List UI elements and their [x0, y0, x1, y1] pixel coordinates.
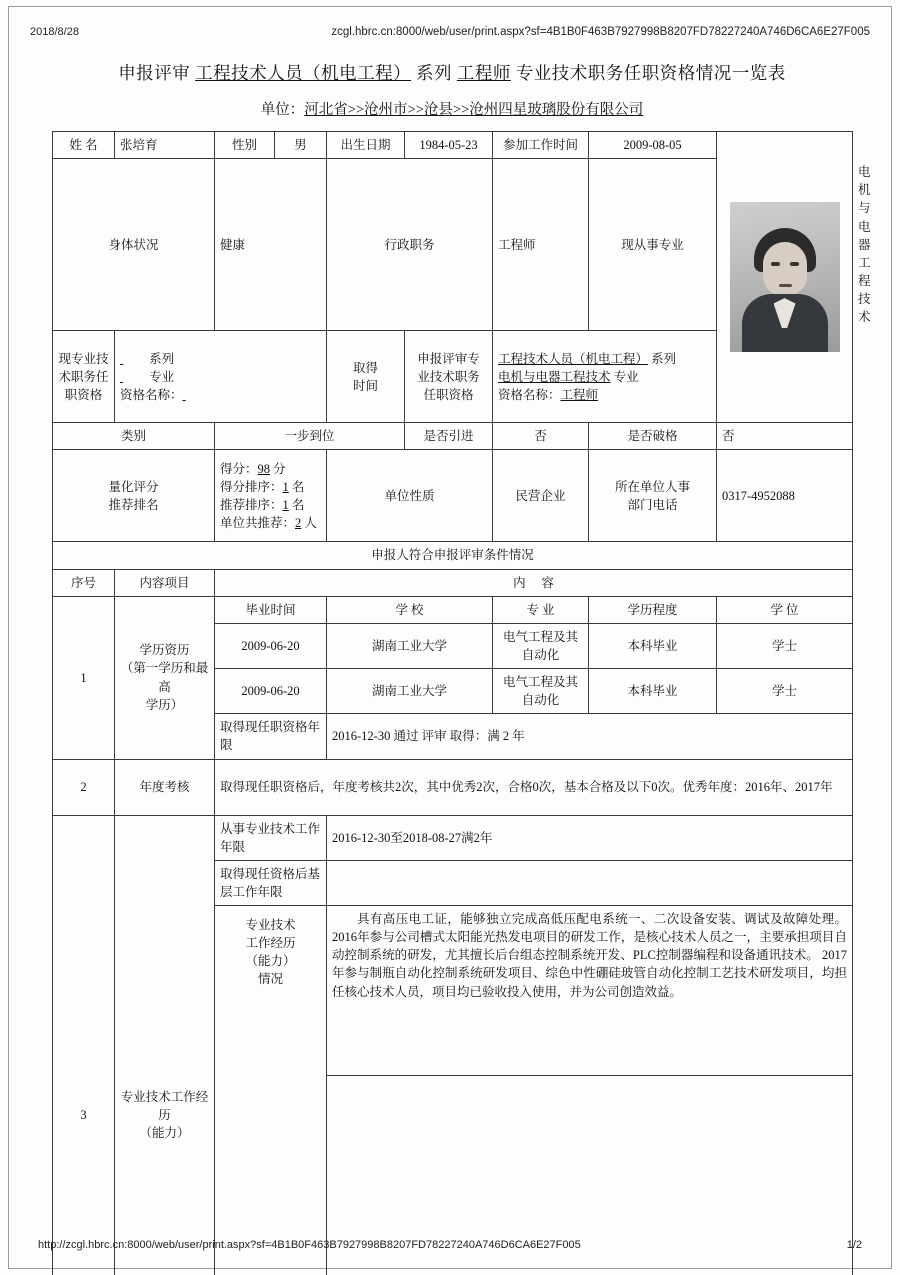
edu-2-major: 电气工程及其自动化 — [493, 669, 589, 714]
current-qual-major-text: 专业 — [149, 369, 175, 384]
exp-item-l1: 专业技术工作经历 — [120, 1089, 209, 1122]
score-line-2-unit: 名 — [291, 479, 305, 494]
table-row-section-title — [53, 542, 853, 569]
title-rank-value: 工程师 — [456, 63, 511, 83]
apply-qual-value — [493, 331, 717, 423]
avatar — [730, 202, 840, 352]
print-date: 2018/8/28 — [30, 26, 79, 38]
col-header-content-1: 内 — [513, 575, 526, 590]
exp-sub-label-l4: 情况 — [257, 972, 283, 987]
unit-nature-value: 民营企业 — [493, 450, 589, 542]
print-header — [0, 26, 900, 38]
apply-cert-line — [498, 386, 711, 404]
edu-1-school: 湖南工业大学 — [327, 623, 493, 668]
name-label: 姓 名 — [53, 132, 115, 159]
apply-qual-label-l1: 申报评审专 — [417, 351, 480, 366]
score-line-3 — [220, 496, 321, 514]
hr-phone-label-l1: 所在单位人事 — [614, 479, 690, 494]
apply-qual-label-l2: 业技术职务 — [417, 369, 480, 384]
current-qual-label-l2: 术职务任 — [58, 369, 109, 384]
hr-phone-label-l2: 部门电话 — [627, 497, 678, 512]
score-line-4-unit: 人 — [304, 516, 317, 530]
edu-1-major: 电气工程及其自动化 — [493, 623, 589, 668]
edu-item — [115, 596, 215, 759]
apply-major-value: 电机与电器工程技术 — [498, 369, 611, 384]
edu-2-level: 本科毕业 — [589, 669, 717, 714]
edu-col-level: 学历程度 — [589, 596, 717, 623]
exp-sub-label-l3: （能力） — [245, 954, 296, 969]
work-start-value: 2009-08-05 — [589, 132, 717, 159]
gender-label: 性别 — [215, 132, 275, 159]
apply-cert-label: 资格名称： — [498, 387, 561, 402]
edu-col-grad-time: 毕业时间 — [215, 596, 327, 623]
score-line-3-label: 推荐排序： — [220, 497, 283, 512]
apply-series-line — [498, 350, 711, 368]
table-row-category — [53, 423, 853, 450]
title-part-2: 系列 — [416, 63, 452, 83]
main-table — [52, 131, 871, 1275]
edu-2-degree: 学士 — [717, 669, 853, 714]
title-part-3: 专业技术职务任职资格情况一览表 — [515, 63, 786, 83]
unit-nature-label: 单位性质 — [327, 450, 493, 542]
print-footer — [0, 1239, 900, 1251]
unit-line — [52, 98, 852, 119]
apply-major-line — [498, 368, 711, 386]
print-url: zcgl.hbrc.cn:8000/web/user/print.aspx?sf=4B1B0F463B7927998B8207FD78227240A746D6CA6E27F005 — [331, 26, 870, 38]
admin-post-label: 行政职务 — [327, 159, 493, 331]
edu-1-degree: 学士 — [717, 623, 853, 668]
exp-text: 具有高压电工证，能够独立完成高低压配电系统一、二次设备安装、调试及故障处理。2016年参与公司槽式太阳能光热发电项目的研发工作，是核心技术人员之一，主要承担项目自动控制系统的研发，尤其擅长后台组态控制系统开发、PLC控制器编程和设备通讯技术。 2017年参与制瓶自动化控制系统研发项目、综色中性硼硅玻管自动化控制工艺技术研发项目，均担任核心技术人员，项目均已验收投入使用，并为公司创造效益。 — [327, 906, 853, 1076]
exp-grassroots-label: 取得现任资格后基层工作年限 — [215, 860, 327, 905]
score-line-3-unit: 名 — [291, 497, 305, 512]
photo-eye-left — [771, 262, 780, 266]
edu-seq: 1 — [53, 596, 115, 759]
apply-qual-label — [405, 331, 493, 423]
current-qual-label-l1: 现专业技 — [58, 351, 109, 366]
health-value: 健康 — [215, 159, 327, 331]
edu-item-l2: （第一学历和最高 — [120, 661, 209, 694]
edu-col-school: 学 校 — [327, 596, 493, 623]
obtain-time-label-l1: 取得 — [352, 360, 378, 375]
qual-years-value: 2016-12-30 通过 评审 取得：满 2 年 — [327, 714, 853, 759]
col-header-item: 内容项目 — [115, 569, 215, 596]
footer-url: http://zcgl.hbrc.cn:8000/web/user/print.aspx?sf=4B1B0F463B7927998B8207FD78227240A746D6CA6E27F005 — [38, 1239, 581, 1251]
table-row-basic-1 — [53, 132, 853, 159]
table-row-exp-workyears — [53, 815, 853, 860]
photo-mouth — [779, 284, 792, 287]
apply-series-text: 系列 — [651, 351, 677, 366]
exp-workyears-value: 2016-12-30至2018-08-27满2年 — [327, 815, 853, 860]
score-line-4 — [220, 514, 321, 532]
current-qual-value — [115, 331, 327, 423]
obtain-time-label-l2: 时间 — [352, 378, 378, 393]
current-qual-label-l3: 职资格 — [64, 387, 103, 402]
score-line-3-value: 1 — [282, 497, 289, 512]
score-line-2 — [220, 478, 321, 496]
annual-seq: 2 — [53, 759, 115, 815]
apply-qual-label-l3: 任职资格 — [423, 387, 474, 402]
apply-cert-value: 工程师 — [560, 387, 599, 402]
title-series-value: 工程技术人员（机电工程） — [195, 63, 412, 83]
gender-value: 男 — [275, 132, 327, 159]
work-start-label: 参加工作时间 — [493, 132, 589, 159]
title-part-1: 申报评审 — [118, 63, 191, 83]
edu-item-l3: 学历） — [145, 697, 184, 712]
table-row-head — [53, 569, 853, 596]
footer-page-number: 1/2 — [846, 1239, 862, 1251]
current-major-label: 现从事专业 — [589, 159, 717, 331]
current-qual-cert-line — [120, 386, 321, 404]
photo-face — [763, 242, 807, 296]
edu-1-level: 本科毕业 — [589, 623, 717, 668]
exp-workyears-label: 从事专业技术工作年限 — [215, 815, 327, 860]
document-content — [52, 48, 871, 1275]
apply-major-text: 专业 — [613, 369, 639, 384]
apply-series-value: 工程技术人员（机电工程） — [498, 351, 649, 366]
score-line-1-label: 得分： — [220, 461, 258, 476]
obtain-time-label — [327, 331, 405, 423]
exp-sub-label-l1: 专业技术 — [245, 918, 296, 932]
admin-post-value: 工程师 — [493, 159, 589, 331]
name-value: 张培育 — [115, 132, 215, 159]
health-label: 身体状况 — [53, 159, 215, 331]
current-qual-label — [53, 331, 115, 423]
col-header-content — [215, 569, 853, 596]
score-line-1-value: 98 — [257, 461, 271, 476]
edu-2-school: 湖南工业大学 — [327, 669, 493, 714]
edu-col-major: 专 业 — [493, 596, 589, 623]
score-line-2-label: 得分排序： — [220, 479, 283, 494]
exp-item — [115, 815, 215, 1275]
imported-value: 否 — [493, 423, 589, 450]
table-row-score — [53, 450, 853, 542]
annual-text: 取得现任职资格后，年度考核共2次，其中优秀2次，合格0次，基本合格及以下0次。优秀年度：2016年、2017年 — [215, 759, 853, 815]
col-header-content-2: 容 — [541, 575, 554, 590]
table-row-annual — [53, 759, 853, 815]
current-qual-major-line — [120, 368, 321, 386]
annual-item: 年度考核 — [115, 759, 215, 815]
edu-col-degree: 学 位 — [717, 596, 853, 623]
unit-value: 河北省>>沧州市>>沧县>>沧州四星玻璃股份有限公司 — [304, 102, 644, 118]
score-detail — [215, 450, 327, 542]
section-title: 申报人符合申报评审条件情况 — [53, 542, 853, 569]
unit-label: 单位： — [260, 102, 305, 118]
edu-1-grad-time: 2009-06-20 — [215, 623, 327, 668]
table-row-basic-2: 身体状况 健康 行政职务 工程师 现从事专业 电机与电器工程技术 — [53, 159, 853, 331]
birth-label: 出生日期 — [327, 132, 405, 159]
exp-sub-label-l2: 工作经历 — [245, 936, 296, 951]
col-header-seq: 序号 — [53, 569, 115, 596]
exp-grassroots-value — [327, 860, 853, 905]
score-line-4-value: 2 — [295, 516, 302, 530]
edu-2-grad-time: 2009-06-20 — [215, 669, 327, 714]
current-qual-series-line — [120, 350, 321, 368]
edu-item-l1: 学历资历 — [139, 643, 190, 658]
exception-label: 是否破格 — [589, 423, 717, 450]
category-label: 类别 — [53, 423, 215, 450]
birth-value: 1984-05-23 — [405, 132, 493, 159]
table-row-edu-head — [53, 596, 853, 623]
category-value: 一步到位 — [215, 423, 405, 450]
score-line-1 — [220, 460, 321, 478]
score-line-1-unit: 分 — [273, 461, 286, 476]
exp-seq: 3 — [53, 815, 115, 1275]
score-label-l2: 推荐排名 — [108, 497, 159, 512]
applicant-photo-cell — [717, 132, 853, 423]
exp-sub-label — [215, 906, 327, 1275]
current-qual-cert-label: 资格名称： — [120, 387, 183, 402]
page-title — [52, 60, 852, 85]
hr-phone-label — [589, 450, 717, 542]
score-line-2-value: 1 — [282, 479, 289, 494]
photo-eye-right — [790, 262, 799, 266]
hr-phone-value: 0317-4952088 — [717, 450, 853, 542]
score-line-4-label: 单位共推荐： — [220, 516, 296, 530]
exception-value: 否 — [717, 423, 853, 450]
score-label — [53, 450, 215, 542]
current-qual-series-text: 系列 — [149, 351, 175, 366]
imported-label: 是否引进 — [405, 423, 493, 450]
qual-years-label: 取得现任职资格年限 — [215, 714, 327, 759]
score-label-l1: 量化评分 — [108, 479, 159, 494]
exp-item-l2: （能力） — [139, 1125, 190, 1140]
